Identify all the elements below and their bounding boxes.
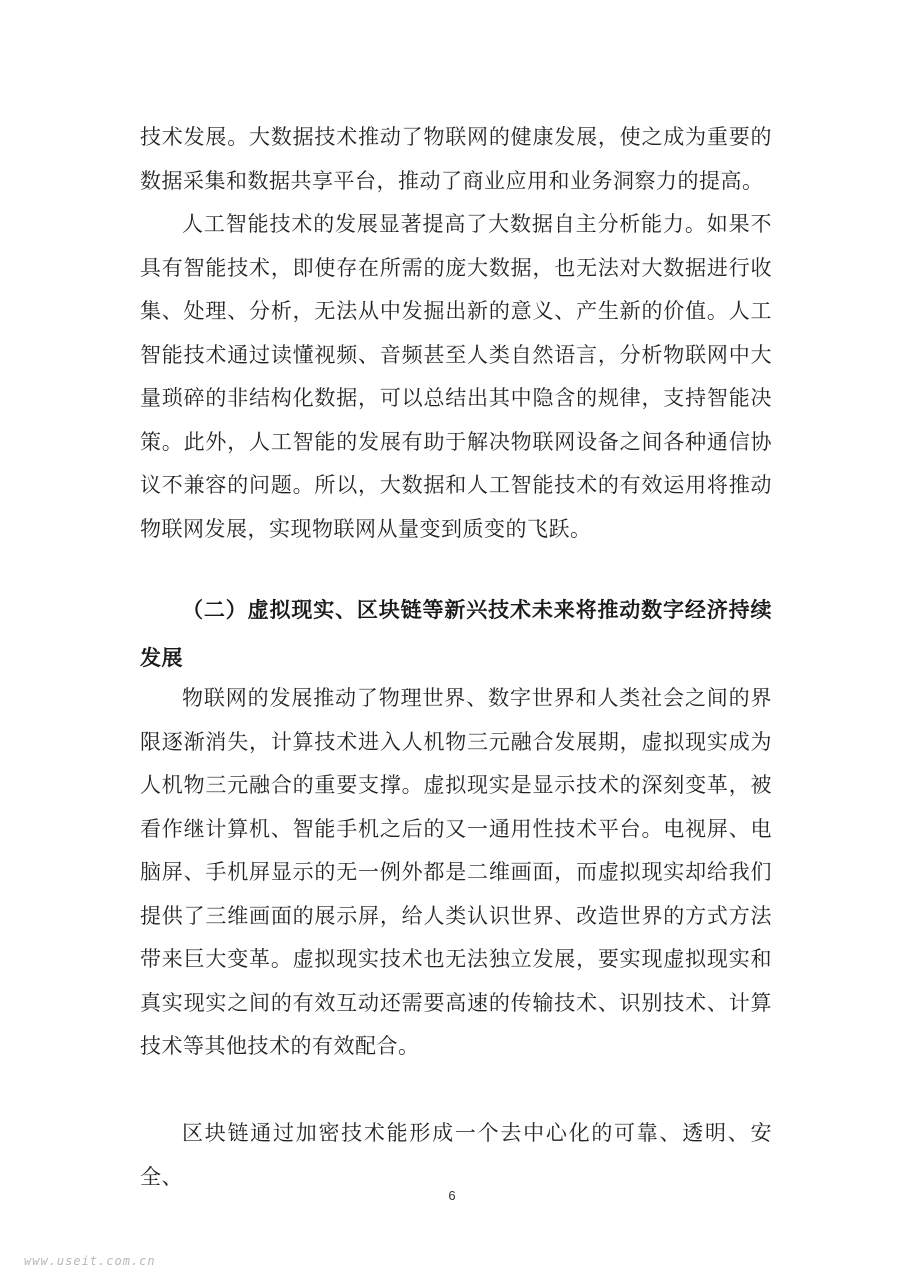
- section-heading-vr-blockchain: （二）虚拟现实、区块链等新兴技术未来将推动数字经济持续发展: [140, 598, 772, 670]
- watermark: www.useit.com.cn: [24, 1254, 156, 1268]
- paragraph-ai-big-data: 人工智能技术的发展显著提高了大数据自主分析能力。如果不具有智能技术，即使存在所需的庞大数据，也无法对大数据进行收集、处理、分析，无法从中发掘出新的意义、产生新的价值。人工智能技术通过读懂视频、音频甚至人类自然语言，分析物联网中大量琐碎的非结构化数据，可以总结出其中隐含的规律，支持智能决策。此外，人工智能的发展有助于解决物联网设备之间各种通信协议不兼容的问题。所以，大数据和人工智能技术的有效运用将推动物联网发展，实现物联网从量变到质变的飞跃。: [140, 212, 772, 541]
- page-number: 6: [448, 1188, 456, 1203]
- paragraph-big-data-iot: 技术发展。大数据技术推动了物联网的健康发展，使之成为重要的数据采集和数据共享平台，推动了商业应用和业务洞察力的提高。: [140, 125, 772, 193]
- paragraph-blockchain: 区块链通过加密技术能形成一个去中心化的可靠、透明、安全、: [140, 1121, 772, 1189]
- paragraph-virtual-reality: 物联网的发展推动了物理世界、数字世界和人类社会之间的界限逐渐消失，计算技术进入人机物三元融合发展期，虚拟现实成为人机物三元融合的重要支撑。虚拟现实是显示技术的深刻变革，被看作继计算机、智能手机之后的又一通用性技术平台。电视屏、电脑屏、手机屏显示的无一例外都是二维画面，而虚拟现实却给我们提供了三维画面的展示屏，给人类认识世界、改造世界的方式方法带来巨大变革。虚拟现实技术也无法独立发展，要实现虚拟现实和真实现实之间的有效互动还需要高速的传输技术、识别技术、计算技术等其他技术的有效配合。: [140, 686, 772, 1058]
